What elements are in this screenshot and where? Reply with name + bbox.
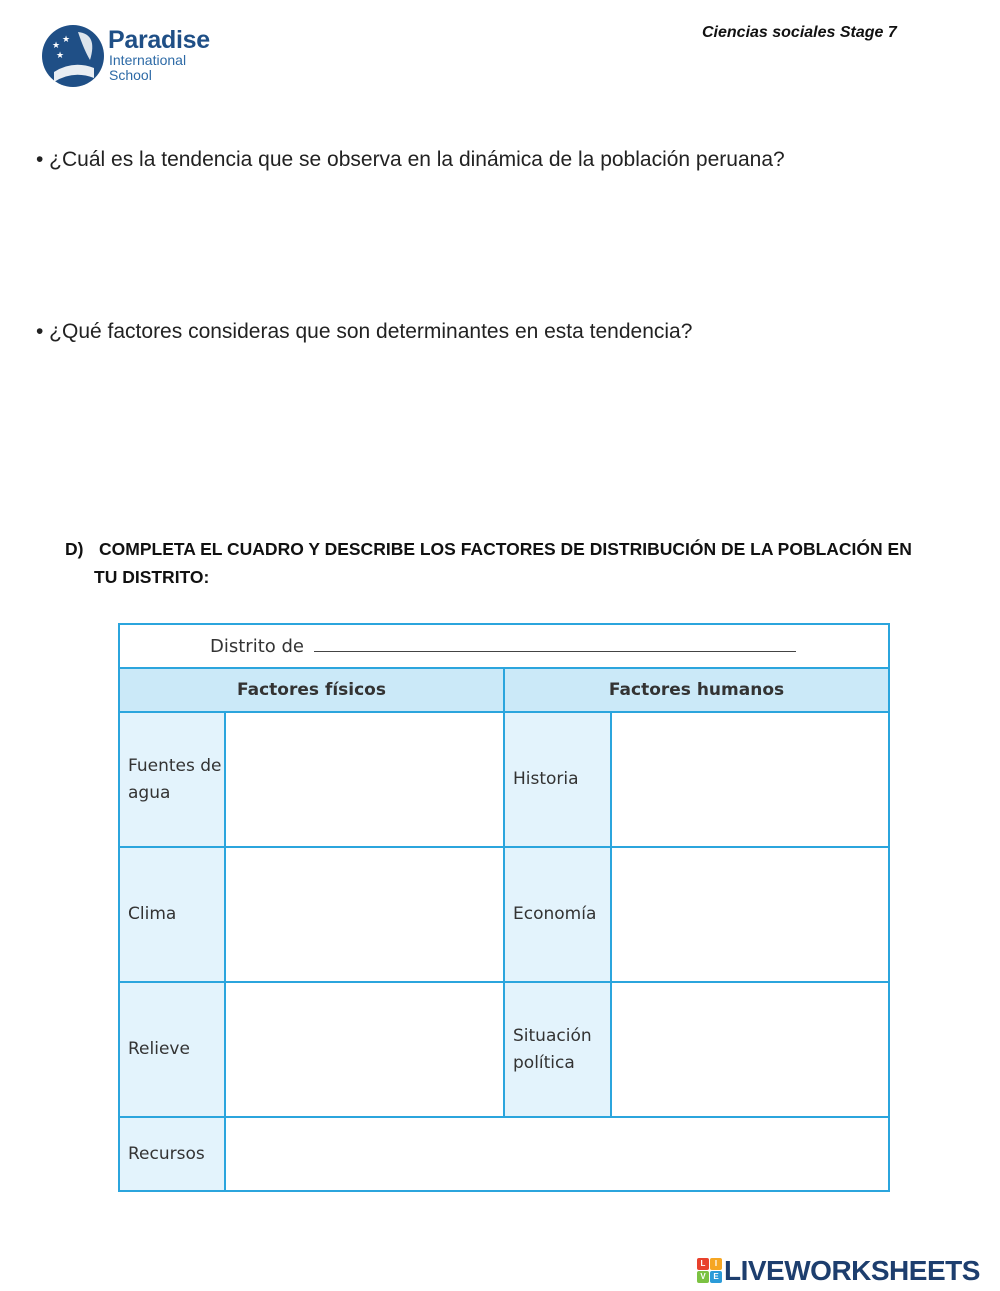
section-heading xyxy=(65,535,975,591)
label-economia: Economía xyxy=(504,847,611,982)
header-human: Factores humanos xyxy=(504,668,889,712)
svg-text:★: ★ xyxy=(62,35,71,45)
distribution-table xyxy=(118,623,890,1192)
section-line-1: COMPLETA EL CUADRO Y DESCRIBE LOS FACTORES DE DISTRIBUCIÓN DE LA POBLACIÓN EN xyxy=(99,539,912,559)
district-cell xyxy=(119,624,889,668)
label-situacion-politica: Situación política xyxy=(504,982,611,1117)
table-title-row xyxy=(119,624,889,668)
table-row xyxy=(119,982,889,1117)
answer-cell-situacion-politica[interactable] xyxy=(611,982,889,1117)
table-header-row xyxy=(119,668,889,712)
section-letter: D) xyxy=(65,539,84,559)
school-logo xyxy=(40,20,230,95)
brand-square-e: E xyxy=(710,1271,722,1283)
label-clima: Clima xyxy=(119,847,225,982)
question-1: • ¿Cuál es la tendencia que se observa en la dinámica de la población peruana? xyxy=(36,148,785,171)
answer-cell-historia[interactable] xyxy=(611,712,889,847)
answer-cell-relieve[interactable] xyxy=(225,982,504,1117)
section-line-2: TU DISTRITO: xyxy=(94,567,210,587)
answer-cell-economia[interactable] xyxy=(611,847,889,982)
answer-cell-recursos[interactable] xyxy=(225,1117,889,1191)
brand-squares-icon xyxy=(697,1258,723,1284)
district-label: Distrito de xyxy=(210,635,304,657)
brand-text: LIVEWORKSHEETS xyxy=(724,1255,980,1286)
answer-cell-fuentes-de-agua[interactable] xyxy=(225,712,504,847)
brand-square-i: I xyxy=(710,1258,722,1270)
district-blank-line[interactable] xyxy=(314,637,796,652)
answer-cell-clima[interactable] xyxy=(225,847,504,982)
logo-name: Paradise xyxy=(108,26,210,54)
brand-square-l: L xyxy=(697,1258,709,1270)
question-2: • ¿Qué factores consideras que son determinantes en esta tendencia? xyxy=(36,320,693,343)
label-fuentes-de-agua: Fuentes de agua xyxy=(119,712,225,847)
course-title: Ciencias sociales Stage 7 xyxy=(702,24,897,41)
svg-text:★: ★ xyxy=(52,41,61,51)
brand-square-v: V xyxy=(697,1271,709,1283)
table-row xyxy=(119,712,889,847)
school-crest-icon xyxy=(40,20,106,92)
logo-line-1: International xyxy=(109,52,187,68)
label-relieve: Relieve xyxy=(119,982,225,1117)
logo-line-2: School xyxy=(109,67,152,83)
label-recursos: Recursos xyxy=(119,1117,225,1191)
header-physical: Factores físicos xyxy=(119,668,504,712)
svg-text:★: ★ xyxy=(56,51,65,61)
table-row xyxy=(119,1117,889,1191)
table-row xyxy=(119,847,889,982)
label-historia: Historia xyxy=(504,712,611,847)
